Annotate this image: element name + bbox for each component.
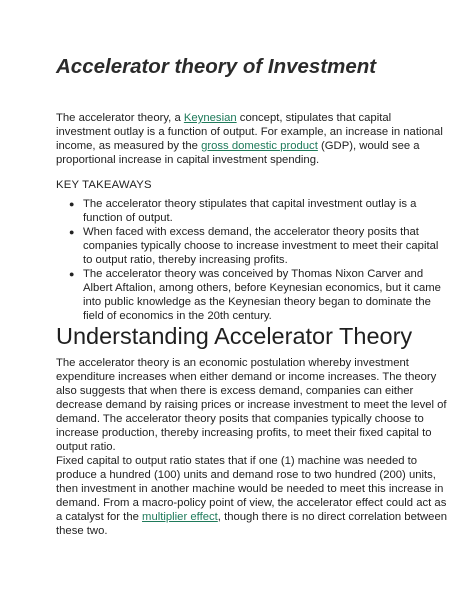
- paragraph-1-line: increase production, thereby increasing profits, to meet their fixed capital to: [56, 427, 432, 439]
- paragraph-2-line: Fixed capital to output ratio states that if one (1) machine was needed to: [56, 455, 418, 467]
- bullet-icon: ●: [69, 199, 75, 209]
- takeaway-line: into public knowledge as the Keynesian theory began to dominate the: [83, 296, 431, 308]
- paragraph-1-line: demand. The accelerator theory posits that companies typically choose to: [56, 413, 424, 425]
- takeaway-line: field of economics in the 20th century.: [83, 310, 272, 322]
- section-paragraph-1: [56, 356, 447, 454]
- key-takeaways-list: [56, 197, 441, 323]
- paragraph-2-line: a catalyst for the multiplier effect, though there is no direct correlation between: [56, 511, 448, 523]
- takeaway-item: [56, 197, 436, 225]
- keynesian-link[interactable]: Keynesian: [183, 112, 237, 124]
- paragraph-1-line: expenditure increases when either demand or income increases. The theory: [56, 371, 437, 383]
- takeaway-item: [56, 267, 441, 323]
- bullet-icon: ●: [69, 227, 75, 237]
- intro-line-1: The accelerator theory, a Keynesian concept, stipulates that capital: [56, 112, 392, 124]
- takeaway-line: function of output.: [83, 212, 173, 224]
- intro-line-4: proportional increase in capital investment spending.: [56, 154, 320, 166]
- intro-line-3: income, as measured by the gross domestic product (GDP), would see a: [56, 140, 420, 152]
- bullet-icon: ●: [69, 269, 75, 279]
- paragraph-1-line: output ratio.: [56, 441, 116, 453]
- paragraph-1-line: also suggests that when there is excess demand, companies can either: [56, 385, 414, 397]
- section-heading: Understanding Accelerator Theory: [56, 323, 413, 349]
- paragraph-2-line: these two.: [56, 525, 108, 537]
- takeaway-line: companies typically choose to increase investment to meet their capital: [83, 240, 439, 252]
- paragraph-1-line: decrease demand by raising prices or increase investment to meet the level of: [56, 399, 447, 411]
- takeaway-line: Albert Aftalion, among others, before Keynesian economics, but it came: [83, 282, 441, 294]
- paragraph-2-line: demand. From a macro-policy point of view, the accelerator effect could act as: [56, 497, 447, 509]
- takeaway-item: [56, 225, 439, 267]
- key-takeaways-heading: KEY TAKEAWAYS: [56, 179, 152, 191]
- section-paragraph-2: [56, 454, 448, 538]
- document-title: Accelerator theory of Investment: [56, 55, 377, 78]
- multiplier-effect-link[interactable]: multiplier effect: [142, 511, 218, 523]
- paragraph-1-line: The accelerator theory is an economic postulation whereby investment: [56, 357, 409, 369]
- takeaway-line: When faced with excess demand, the accelerator theory posits that: [83, 226, 419, 238]
- takeaway-line: to output ratio, thereby increasing profits.: [83, 254, 288, 266]
- intro-paragraph: [56, 111, 443, 167]
- paragraph-2-line: produce a hundred (100) units and demand rose to two hundred (200) units,: [56, 469, 436, 481]
- intro-line-2: investment outlay is a function of output. For example, an increase in national: [56, 126, 443, 138]
- takeaway-line: The accelerator theory was conceived by Thomas Nixon Carver and: [83, 268, 424, 280]
- paragraph-2-line: then investment in another machine would be needed to meet this increase in: [56, 483, 444, 495]
- gross-domestic-product-link[interactable]: gross domestic product: [201, 140, 318, 152]
- takeaway-line: The accelerator theory stipulates that capital investment outlay is a: [83, 198, 417, 210]
